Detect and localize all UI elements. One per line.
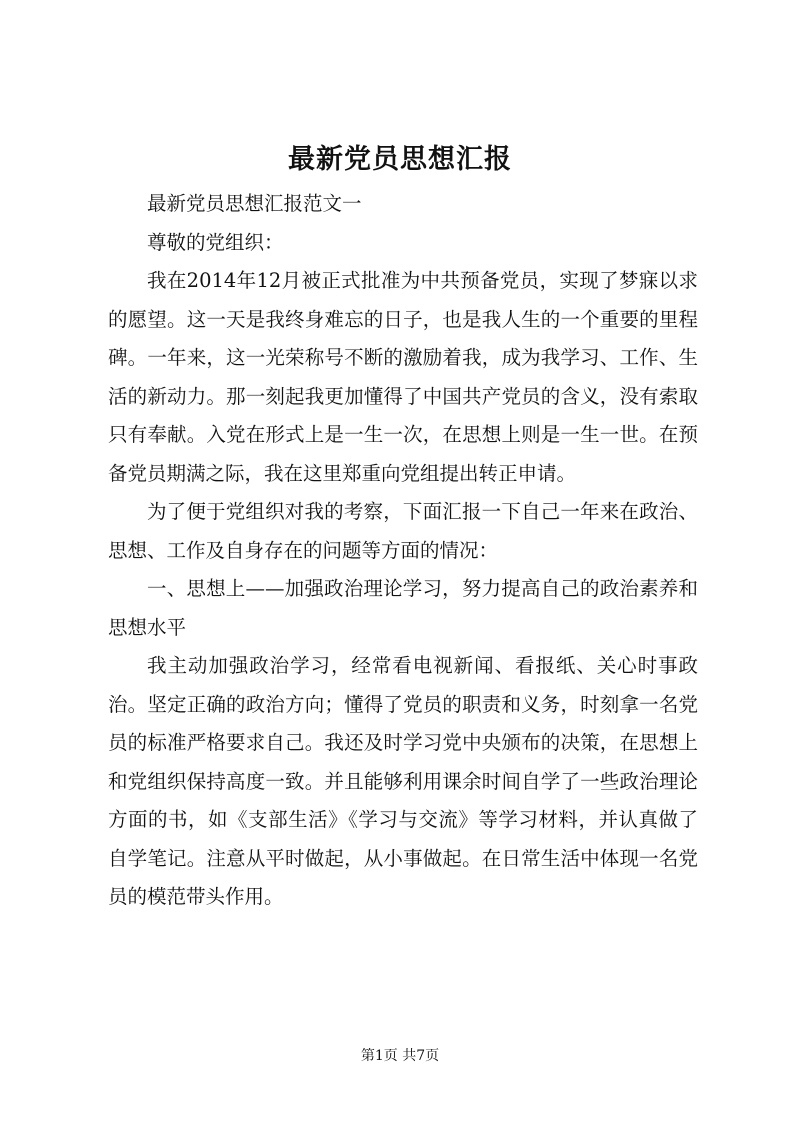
paragraph-section-content: 我主动加强政治学习，经常看电视新闻、看报纸、关心时事政治。坚定正确的政治方向；懂得了党员的职责和义务，时刻拿一名党员的标准严格要求自己。我还及时学习党中央颁布的决策，在思想上和党组织保持高度一致。并且能够利用课余时间自学了一些政治理论方面的书，如《支部生活》《学习与交流》等学习材料，并认真做了自学笔记。注意从平时做起，从小事做起。在日常生活中体现一名党员的模范带头作用。	[108, 654, 698, 908]
paragraph-salutation: 尊敬的党组织：	[147, 230, 284, 254]
paragraph-overview: 为了便于党组织对我的考察，下面汇报一下自己一年来在政治、思想、工作及自身存在的问题等方面的情况：	[108, 500, 698, 562]
paragraph-subtitle: 最新党员思想汇报范文一	[147, 192, 362, 215]
document-title: 最新党员思想汇报	[288, 144, 512, 175]
paragraph-section-heading: 一、思想上——加强政治理论学习，努力提高自己的政治素养和思想水平	[108, 577, 698, 639]
paragraph-intro: 我在2014年12月被正式批准为中共预备党员，实现了梦寐以求的愿望。这一天是我终身难忘的日子，也是我人生的一个重要的里程碑。一年来，这一光荣称号不断的激励着我，成为我学习、工作、生活的新动力。那一刻起我更加懂得了中国共产党员的含义，没有索取只有奉献。入党在形式上是一生一次，在思想上则是一生一世。在预备党员期满之际，我在这里郑重向党组提出转正申请。	[108, 269, 698, 485]
page-footer: 第1页 共7页	[360, 1048, 440, 1064]
document-body	[108, 185, 698, 917]
